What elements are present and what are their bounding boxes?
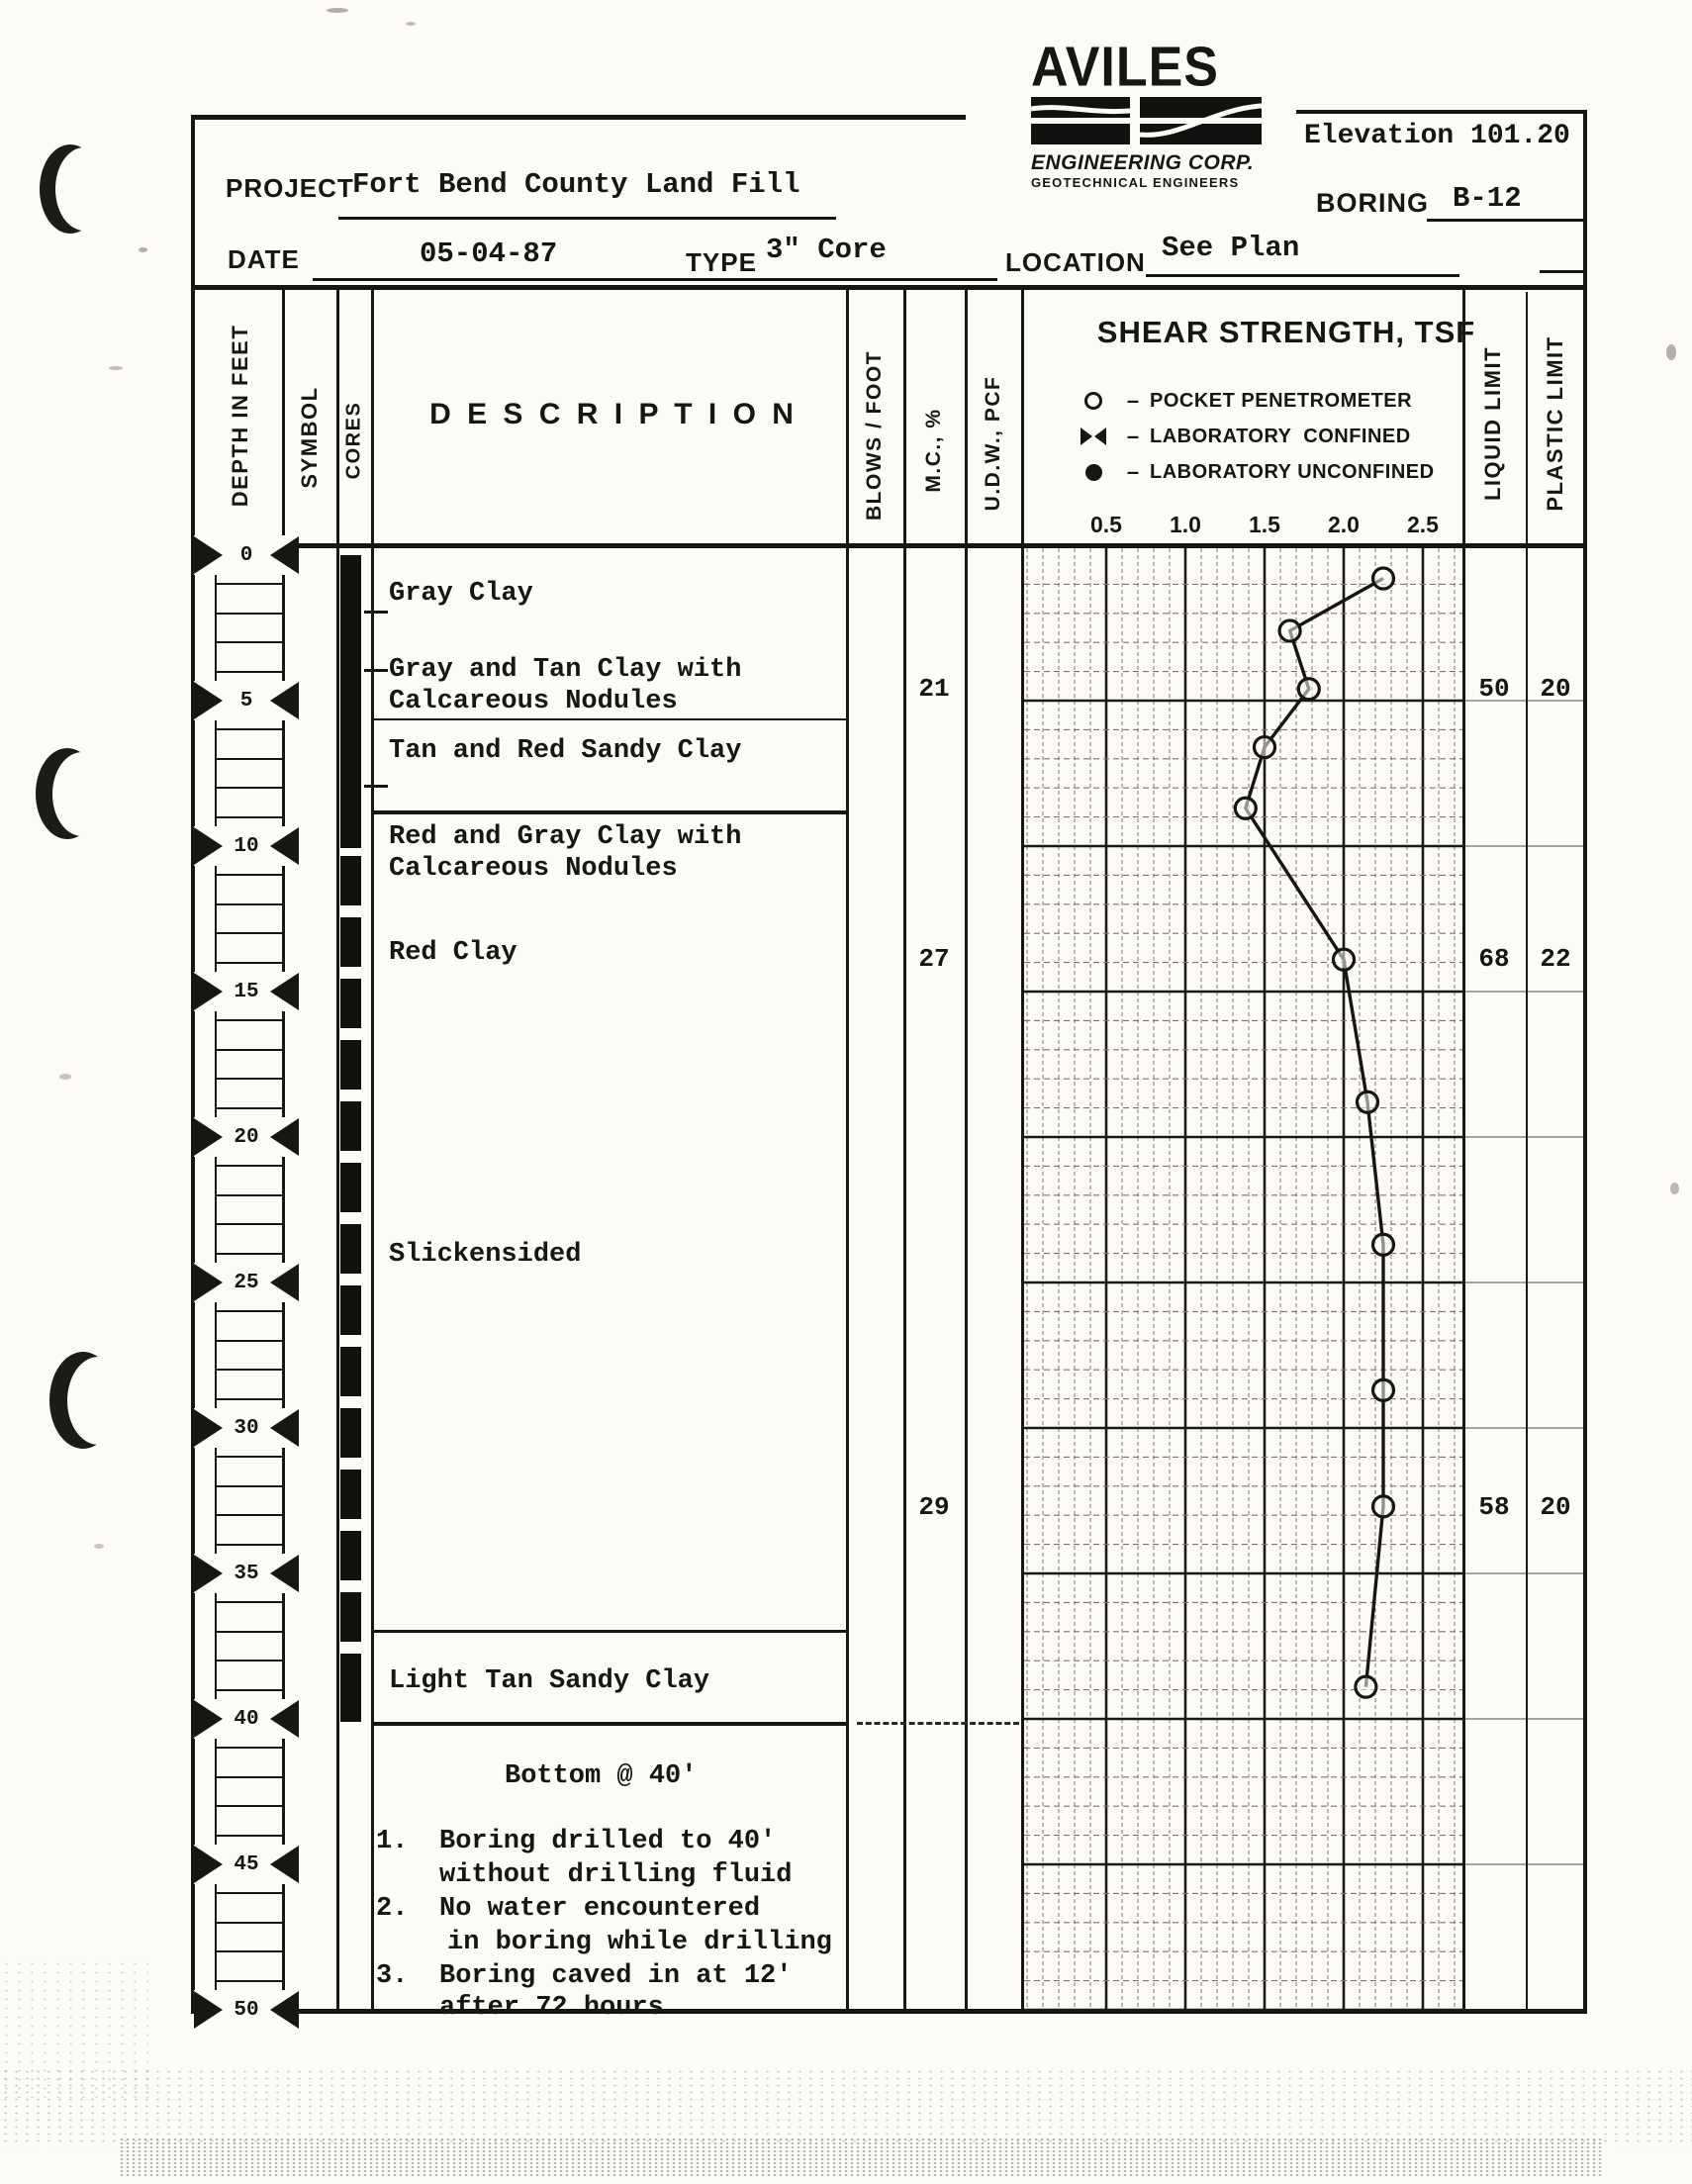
stratum-label: Gray and Tan Clay with [389, 655, 742, 685]
depth-tick-line [215, 1398, 282, 1400]
arrow-right-icon [194, 1118, 223, 1156]
depth-tick-line [215, 1456, 282, 1458]
stratum-label: Calcareous Nodules [389, 687, 678, 716]
speck [1670, 1183, 1679, 1194]
depth-tick-line [215, 583, 282, 585]
depth-tick-line [215, 1892, 282, 1894]
liquid-limit-value: 68 [1478, 944, 1510, 974]
mc-value: 29 [918, 1492, 950, 1522]
legend-row-laboratory-confined [1071, 424, 1411, 449]
depth-tick-line [215, 1601, 282, 1603]
depth-marker-label: 50 [234, 1998, 259, 2022]
depth-tick-line [215, 932, 282, 934]
boring-bottom-dashes [857, 1722, 1019, 1725]
depth-tick-line [215, 1019, 282, 1021]
arrow-left-icon [270, 1991, 299, 2029]
arrow-left-icon [270, 1846, 299, 1883]
plastic-limit-value: 20 [1540, 1492, 1571, 1522]
depth-tick-line [215, 728, 282, 730]
stratum-label: Calcareous Nodules [389, 854, 678, 884]
hole-punch-cutout [52, 752, 112, 836]
col-header-plastic-limit: PLASTIC LIMIT [1543, 335, 1567, 512]
col-header-symbol: SYMBOL [297, 386, 322, 489]
depth-marker [194, 1845, 299, 1884]
arrow-right-icon [194, 1555, 223, 1592]
stratum-separator [371, 810, 848, 814]
arrow-right-icon [194, 682, 223, 719]
core-segment [340, 1040, 361, 1090]
arrow-left-icon [270, 1409, 299, 1447]
stratum-label: Slickensided [389, 1240, 582, 1270]
depth-tick-line [215, 1805, 282, 1807]
legend-label: POCKET PENETROMETER [1150, 389, 1413, 412]
stratum-label: Light Tan Sandy Clay [389, 1666, 710, 1696]
date-value: 05-04-87 [420, 237, 558, 270]
note-line: after 72 hours [439, 1993, 664, 2023]
bowtie-icon [1071, 427, 1116, 446]
sample-tick [364, 611, 388, 614]
depth-tick-line [215, 1165, 282, 1167]
legend-label: LABORATORY UNCONFINED [1150, 460, 1435, 483]
depth-marker-label: 15 [234, 980, 259, 1003]
col-header-depth: DEPTH IN FEET [228, 324, 252, 508]
logo-subtitle-2: GEOTECHNICAL ENGINEERS [1031, 175, 1240, 190]
shear-data-point [1334, 949, 1355, 970]
depth-tick-line [215, 1980, 282, 1982]
depth-marker [194, 972, 299, 1011]
depth-tick-line [215, 1310, 282, 1312]
arrow-left-icon [270, 1118, 299, 1156]
liquid-limit-value: 58 [1478, 1492, 1510, 1522]
bottom-note-title: Bottom @ 40' [505, 1761, 698, 1791]
top-rule-right [1296, 110, 1587, 114]
depth-tick-line [215, 1194, 282, 1196]
legend-row-laboratory-unconfined [1071, 459, 1435, 485]
core-segment [340, 1531, 361, 1580]
depth-tick-line [215, 1544, 282, 1546]
depth-tick-line [215, 1950, 282, 1952]
depth-marker [194, 826, 299, 866]
shear-data-point [1373, 1379, 1394, 1400]
legend-dash: – [1126, 424, 1140, 448]
boring-underline [1427, 219, 1583, 222]
depth-tick-line [215, 903, 282, 905]
hole-punch-cutout [55, 147, 113, 231]
type-label: TYPE [686, 247, 757, 277]
project-underline [338, 217, 836, 220]
x-tick-label: 1.0 [1170, 512, 1201, 537]
core-segment [340, 1224, 361, 1274]
core-segment [340, 1163, 361, 1212]
depth-tick-line [215, 1922, 282, 1924]
shear-data-point [1373, 1234, 1394, 1255]
arrow-right-icon [194, 1846, 223, 1883]
note-line: without drilling fluid [439, 1860, 793, 1890]
liquid-limit-value: 50 [1478, 674, 1510, 704]
logo-stripes-graphic [1031, 97, 1262, 146]
core-segment [340, 979, 361, 1028]
depth-marker [194, 1408, 299, 1448]
x-tick-label: 2.0 [1328, 512, 1360, 537]
depth-marker [194, 535, 299, 575]
arrow-left-icon [270, 536, 299, 574]
arrow-right-icon [194, 1409, 223, 1447]
col-line-cores [371, 285, 374, 2011]
arrow-left-icon [270, 1555, 299, 1592]
speck [94, 1544, 104, 1549]
scan-noise [119, 2137, 1603, 2177]
top-rule-left [191, 115, 966, 120]
depth-tick-line [215, 758, 282, 760]
location-underline-fragment [1540, 270, 1585, 273]
type-value: 3" Core [766, 234, 887, 266]
x-tick-label: 2.5 [1407, 512, 1439, 537]
logo-wordmark: AVILES [1031, 36, 1219, 99]
depth-marker-label: 5 [239, 689, 253, 712]
core-segment [340, 1347, 361, 1396]
depth-marker [194, 1990, 299, 2030]
depth-tick-line [215, 1631, 282, 1633]
col-header-mc: M.C., % [922, 408, 945, 493]
shear-data-point [1358, 1092, 1378, 1112]
depth-marker-label: 10 [234, 834, 259, 858]
speck [109, 366, 123, 370]
note-line: No water encountered [439, 1894, 761, 1924]
col-line-blows [903, 285, 906, 2011]
arrow-right-icon [194, 827, 223, 865]
arrow-left-icon [270, 827, 299, 865]
plastic-limit-value: 20 [1540, 674, 1571, 704]
aviles-logo [1031, 38, 1264, 190]
logo-subtitle: ENGINEERING CORP. [1031, 151, 1255, 174]
shear-data-point [1279, 620, 1300, 641]
depth-tick-line [215, 1049, 282, 1051]
col-line-udw [1021, 285, 1024, 2011]
stratum-label: Tan and Red Sandy Clay [389, 736, 742, 766]
sample-tick [364, 669, 388, 672]
project-label: PROJECT [226, 173, 354, 203]
col-line-ll-pl [1526, 292, 1528, 2011]
core-segment [340, 1408, 361, 1458]
boring-label: BORING [1316, 188, 1429, 218]
location-label: LOCATION [1005, 247, 1146, 277]
depth-tick-line [215, 816, 282, 818]
arrow-left-icon [270, 682, 299, 719]
col-line-chart-right [1462, 285, 1465, 2011]
x-tick-label: 0.5 [1090, 512, 1122, 537]
date-underline [313, 278, 762, 281]
depth-tick-line [215, 1485, 282, 1487]
arrow-left-icon [270, 1264, 299, 1301]
form-bottom-border [191, 2009, 1587, 2014]
legend-dash: – [1126, 388, 1140, 413]
depth-marker [194, 681, 299, 720]
depth-tick-line [215, 1340, 282, 1342]
depth-marker-label: 25 [234, 1271, 259, 1294]
col-header-udw: U.D.W., PCF [982, 375, 1004, 512]
depth-tick-line [215, 641, 282, 643]
speck [139, 247, 147, 252]
depth-marker [194, 1117, 299, 1157]
note-line: Boring drilled to 40' [439, 1827, 777, 1856]
arrow-right-icon [194, 973, 223, 1010]
date-label: DATE [228, 244, 300, 274]
location-underline [1146, 274, 1459, 277]
shear-data-point [1235, 798, 1256, 818]
table-top-line [191, 285, 1587, 290]
filled-circle-icon [1071, 464, 1116, 481]
project-value: Fort Bend County Land Fill [352, 168, 800, 201]
speck [327, 8, 348, 13]
speck [1666, 344, 1676, 360]
depth-marker [194, 1699, 299, 1739]
shear-strength-title: SHEAR STRENGTH, TSF [1096, 315, 1476, 349]
core-segment [340, 856, 361, 905]
arrow-right-icon [194, 1991, 223, 2029]
note-number: 3. [376, 1961, 409, 1991]
boring-value: B-12 [1453, 182, 1522, 215]
sample-tick [364, 785, 388, 788]
core-segment [340, 555, 361, 848]
core-segment [340, 1101, 361, 1151]
depth-marker-label: 0 [239, 543, 253, 567]
legend-row-pocket-penetrometer [1071, 388, 1412, 414]
depth-tick-line [215, 1776, 282, 1778]
speck [406, 22, 416, 26]
note-number: 1. [376, 1827, 409, 1856]
core-segment [340, 917, 361, 967]
mc-value: 21 [918, 674, 950, 704]
stratum-label: Gray Clay [389, 579, 533, 609]
depth-tick-line [215, 962, 282, 964]
col-line-symbol [336, 285, 339, 2011]
depth-tick-line [215, 787, 282, 789]
col-header-description: D E S C R I P T I O N [429, 398, 798, 430]
arrow-right-icon [194, 536, 223, 574]
depth-tick-line [215, 1369, 282, 1371]
form-right-border [1583, 110, 1587, 2014]
note-line: Boring caved in at 12' [439, 1961, 793, 1991]
depth-marker [194, 1554, 299, 1593]
depth-tick-line [215, 1253, 282, 1255]
col-header-liquid-limit: LIQUID LIMIT [1480, 345, 1505, 502]
x-tick-label: 1.5 [1249, 512, 1280, 537]
depth-tick-line [215, 613, 282, 615]
depth-tick-line [215, 1078, 282, 1080]
scan-noise [0, 2068, 1692, 2147]
stratum-label: Red and Gray Clay with [389, 822, 742, 852]
shear-data-point [1373, 568, 1394, 589]
note-number: 2. [376, 1894, 409, 1924]
core-segment [340, 1470, 361, 1519]
mc-value: 27 [918, 944, 950, 974]
depth-tick-line [215, 1223, 282, 1225]
col-header-cores: CORES [342, 401, 365, 480]
arrow-right-icon [194, 1700, 223, 1738]
hole-punch-cutout [67, 1357, 130, 1445]
core-segment [340, 1285, 361, 1335]
depth-marker [194, 1263, 299, 1302]
elevation-value: Elevation 101.20 [1304, 121, 1570, 151]
arrow-left-icon [270, 1700, 299, 1738]
boring-bottom-line [371, 1722, 848, 1726]
depth-tick-line [215, 1835, 282, 1837]
stratum-separator [371, 1630, 848, 1633]
depth-marker-label: 45 [234, 1852, 259, 1876]
depth-tick-line [215, 1107, 282, 1109]
legend-label: LABORATORY CONFINED [1150, 425, 1411, 447]
arrow-left-icon [270, 973, 299, 1010]
scan-noise [0, 1959, 148, 2098]
open-circle-icon [1071, 392, 1116, 410]
header-bottom-line [191, 543, 1587, 548]
shear-data-point [1298, 679, 1319, 700]
col-line-mc [965, 285, 968, 2011]
shear-data-point [1373, 1496, 1394, 1517]
shear-data-point [1255, 737, 1275, 758]
depth-tick-line [215, 671, 282, 673]
pocket-penetrometer-line [1246, 579, 1383, 1687]
depth-tick-line [215, 1514, 282, 1516]
depth-marker-label: 30 [234, 1416, 259, 1440]
depth-marker-label: 20 [234, 1125, 259, 1149]
depth-marker-label: 40 [234, 1707, 259, 1731]
stratum-separator [371, 718, 848, 720]
col-header-blows: BLOWS / FOOT [863, 350, 886, 521]
shear-data-point [1356, 1676, 1376, 1697]
note-line: in boring while drilling [447, 1928, 832, 1957]
col-line-description [846, 285, 849, 2011]
legend-dash: – [1126, 459, 1140, 484]
core-segment [340, 1592, 361, 1642]
depth-tick-line [215, 874, 282, 876]
arrow-right-icon [194, 1264, 223, 1301]
location-value: See Plan [1162, 232, 1300, 264]
depth-tick-line [215, 1689, 282, 1691]
depth-tick-line [215, 1660, 282, 1662]
depth-tick-line [215, 1747, 282, 1749]
plastic-limit-value: 22 [1540, 944, 1571, 974]
speck [59, 1074, 71, 1080]
type-underline [749, 278, 997, 281]
core-segment [340, 1654, 361, 1722]
stratum-label: Red Clay [389, 938, 517, 968]
depth-marker-label: 35 [234, 1562, 259, 1585]
